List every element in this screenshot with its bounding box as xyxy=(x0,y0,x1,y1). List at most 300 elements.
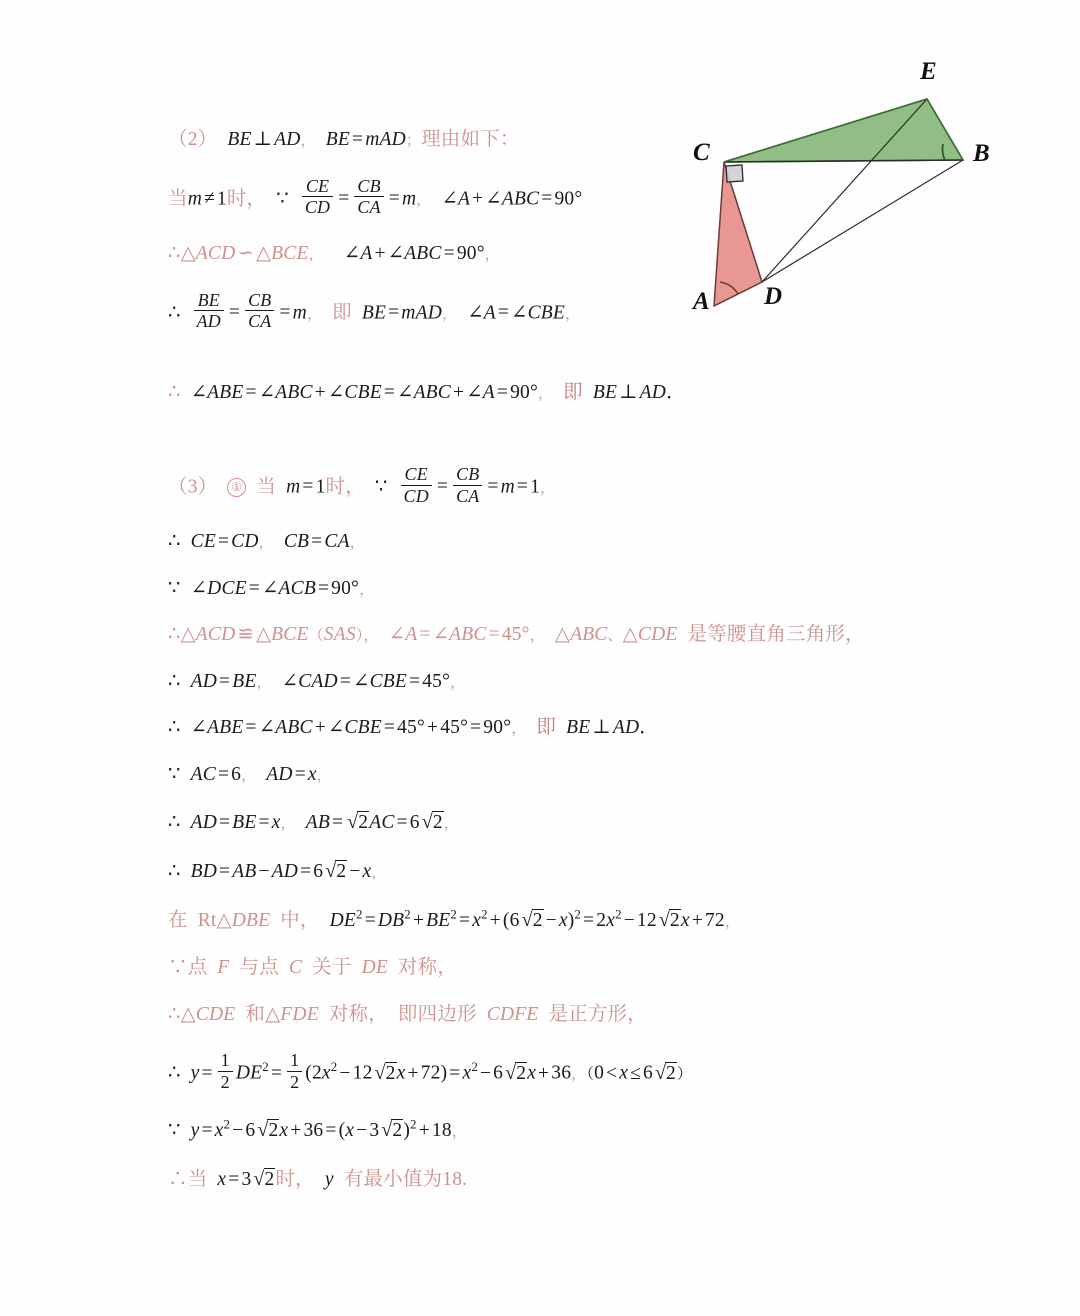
frac-denominator: CA xyxy=(354,196,383,217)
lparen: ( xyxy=(502,910,510,932)
cjk-comma: ， xyxy=(443,814,459,833)
angle-cbe-3: ∠CBE xyxy=(353,670,407,692)
cjk-comma: ， xyxy=(363,626,379,645)
equals-7: = xyxy=(279,302,291,324)
var-x-4: x xyxy=(472,910,482,932)
cn-when-3: 当 xyxy=(187,1168,208,1190)
because-symbol: ∵ xyxy=(276,188,289,209)
angle-a-5: ∠A xyxy=(388,624,418,646)
cn-has-min-value: 有最小值为 xyxy=(343,1168,443,1190)
equals-16: = xyxy=(516,476,529,498)
triangle-cde: △CDE xyxy=(622,624,678,646)
perp-symbol-3: ⊥ xyxy=(592,717,611,739)
radicand: 2 xyxy=(392,1119,403,1141)
exponent-2: 2 xyxy=(404,907,411,922)
plus-1: + xyxy=(472,188,484,209)
angle-symbol: ∠ xyxy=(190,717,208,739)
label-rt: Rt xyxy=(197,910,217,932)
seg-cd: CD xyxy=(231,531,259,553)
angle-symbol: ∠ xyxy=(327,717,345,739)
equals: = xyxy=(449,1062,461,1084)
radicand: 2 xyxy=(385,1062,396,1084)
value-90deg: 90° xyxy=(554,188,583,209)
radical-sign: √ xyxy=(658,909,670,932)
radicand: 2 xyxy=(336,861,347,883)
angle-a: ∠A xyxy=(441,188,471,209)
coeff-three: 3 xyxy=(369,1119,380,1141)
equals-10: = xyxy=(245,382,257,404)
radical-sign: √ xyxy=(521,909,533,932)
token-mad: mAD xyxy=(365,129,406,150)
frac-denominator: 2 xyxy=(218,1071,233,1092)
exponent-2: 2 xyxy=(410,1117,417,1132)
coeff-six: 6 xyxy=(409,812,420,834)
value-six: 6 xyxy=(231,763,242,785)
cjk-lparen: （ xyxy=(308,626,324,645)
num-one-3: 1 xyxy=(530,476,541,498)
part3-line-6 xyxy=(168,718,888,738)
var-x-10: x xyxy=(462,1062,472,1084)
cn-point: 点 xyxy=(187,957,208,979)
angle-a-4: ∠A xyxy=(466,382,495,404)
similar-symbol: ∽ xyxy=(237,243,254,265)
angle-abc-6: ∠ABC xyxy=(258,717,313,739)
fraction-one-half xyxy=(218,1051,233,1092)
var-x-14: x xyxy=(279,1119,289,1141)
angle-abc-4: ∠ABC xyxy=(397,382,451,404)
angle-cbe-2: ∠CBE xyxy=(327,382,382,404)
sqrt-2 xyxy=(345,811,369,833)
angle-symbol: ∠ xyxy=(258,717,276,739)
seg-be: BE xyxy=(232,670,257,692)
radical-sign: √ xyxy=(253,1167,265,1190)
cjk-period: ． xyxy=(666,382,686,404)
equals-14: = xyxy=(436,476,449,498)
num-one: 1 xyxy=(216,188,227,209)
sqrt-2-b xyxy=(420,811,444,833)
radicand: 2 xyxy=(532,910,543,932)
value-45deg-3: 45° xyxy=(397,717,425,739)
vertex-label-E: E xyxy=(920,58,937,85)
angle-abe-2: ∠ABE xyxy=(190,717,244,739)
angle-symbol: ∠ xyxy=(353,670,370,692)
plus: + xyxy=(418,1119,430,1141)
seg-de-2: DE xyxy=(361,957,388,979)
frac-denominator: AD xyxy=(194,310,224,331)
sqrt-2-f xyxy=(373,1062,397,1084)
var-x-16: x xyxy=(217,1168,227,1190)
frac-denominator: CA xyxy=(453,485,482,506)
equals-4: = xyxy=(541,188,553,209)
num-one-2: 1 xyxy=(315,476,326,498)
green-triangle-CEB xyxy=(724,99,963,162)
part3-line-11 xyxy=(168,958,888,978)
therefore-symbol-4: ∴ xyxy=(168,531,181,553)
therefore-symbol-12: ∴ xyxy=(168,1168,188,1190)
radical-sign: √ xyxy=(257,1118,269,1141)
var-y-3: y xyxy=(324,1168,334,1190)
radicand: 2 xyxy=(669,910,680,932)
vertex-label-D: D xyxy=(764,283,783,310)
seg-ad-4: AD xyxy=(190,812,218,834)
exponent-2: 2 xyxy=(574,907,582,922)
cn-isosceles-right-triangle: 是等腰直角三角形， xyxy=(687,624,865,646)
exponent-2: 2 xyxy=(450,907,458,922)
cn-shi: 时， xyxy=(226,188,267,209)
token-be-4: BE xyxy=(592,382,618,404)
cjk-comma: ， xyxy=(450,672,466,691)
lparen: ( xyxy=(338,1119,346,1141)
minus: − xyxy=(349,861,361,883)
cjk-comma: ， xyxy=(537,384,554,403)
equals: = xyxy=(339,670,352,692)
var-m-5: m xyxy=(500,476,515,498)
value-90deg-3: 90° xyxy=(510,382,538,404)
exponent-2: 2 xyxy=(356,907,363,922)
cn-in: 在 xyxy=(168,910,188,932)
frac-denominator: CD xyxy=(401,485,432,506)
frac-numerator: CE xyxy=(404,463,428,484)
var-y-2: y xyxy=(190,1119,200,1141)
radicand: 2 xyxy=(432,812,443,834)
radicand: 2 xyxy=(666,1062,676,1084)
plus-2: + xyxy=(374,243,386,265)
vertex-label-A: A xyxy=(693,288,710,315)
radical-sign: √ xyxy=(505,1061,517,1084)
rparen: ) xyxy=(403,1119,411,1141)
triangle-dbe: △DBE xyxy=(216,910,271,932)
equals: = xyxy=(325,1119,337,1141)
equals: = xyxy=(419,624,431,646)
coeff-twelve: 12 xyxy=(636,910,657,932)
equals-13: = xyxy=(302,476,314,498)
cjk-enum-comma: 、 xyxy=(607,626,623,645)
var-m: m xyxy=(187,188,202,209)
var-x-15: x xyxy=(345,1119,355,1141)
value-90deg: 90° xyxy=(331,577,360,599)
because-symbol-2: ∵ xyxy=(374,476,388,498)
equals: = xyxy=(201,1119,213,1141)
seg-db: DB xyxy=(377,910,405,932)
var-x-8: x xyxy=(321,1062,331,1084)
angle-symbol: ∠ xyxy=(190,577,208,599)
equals-1: = xyxy=(351,129,364,150)
equals: = xyxy=(488,624,500,646)
part3-line-3 xyxy=(168,579,888,599)
plus: + xyxy=(407,1062,419,1084)
angle-symbol: ∠ xyxy=(388,624,406,646)
therefore-symbol-11: ∴ xyxy=(168,1062,181,1084)
triangle-acd-2: △ACD xyxy=(180,624,236,646)
var-x-9: x xyxy=(396,1062,406,1084)
triangle-abc: △ABC xyxy=(554,624,608,646)
cn-zhong: 中， xyxy=(280,910,320,932)
part3-line-4 xyxy=(168,625,888,645)
plus: + xyxy=(489,910,501,932)
cjk-comma: ， xyxy=(416,190,432,208)
cn-point-2: 点 xyxy=(259,957,279,979)
seg-cb: CB xyxy=(283,531,310,553)
cjk-rparen-2: ） xyxy=(677,1064,693,1083)
token-ad: AD xyxy=(274,129,301,150)
radical-sign: √ xyxy=(374,1061,386,1084)
plus: + xyxy=(426,717,439,739)
token-ad-2: AD xyxy=(639,382,667,404)
angle-a-2: ∠A xyxy=(343,243,373,265)
cjk-comma: ， xyxy=(306,304,323,323)
plus: + xyxy=(538,1062,550,1084)
cjk-semicolon: ； xyxy=(405,131,422,149)
equals: = xyxy=(201,1062,213,1084)
point-c: C xyxy=(288,957,303,979)
part3-line-2 xyxy=(168,532,888,552)
token-be: BE xyxy=(227,129,252,150)
exponent-2: 2 xyxy=(223,1117,231,1132)
seg-ad-5: AD xyxy=(271,861,299,883)
equals: = xyxy=(217,763,230,785)
triangle-acd: △ACD xyxy=(180,243,236,265)
part3-line-13 xyxy=(168,1051,888,1092)
frac-numerator: CB xyxy=(248,289,272,310)
equals: = xyxy=(258,812,270,834)
cjk-comma: ， xyxy=(571,1064,587,1083)
equals-3: = xyxy=(388,188,400,209)
equals: = xyxy=(383,717,396,739)
equals-5: = xyxy=(443,243,455,265)
minus: − xyxy=(339,1062,351,1084)
cjk-comma: ， xyxy=(241,765,257,784)
segment-DB xyxy=(762,160,963,282)
perp-symbol: ⊥ xyxy=(253,129,273,150)
frac-denominator: CA xyxy=(245,310,274,331)
var-x-12: x xyxy=(619,1062,629,1084)
frac-numerator: 1 xyxy=(290,1050,300,1071)
radicand: 2 xyxy=(264,1168,275,1190)
part2-label: （2） xyxy=(168,129,218,150)
radicand: 2 xyxy=(358,812,369,834)
minus: − xyxy=(356,1119,368,1141)
equals: = xyxy=(228,1168,240,1190)
var-x-7: x xyxy=(680,910,690,932)
cn-shi-3: 时， xyxy=(275,1168,315,1190)
part2-conclusion xyxy=(168,383,888,403)
minus: − xyxy=(479,1062,492,1084)
angle-abe: ∠ABE xyxy=(190,382,244,404)
fraction-ce-cd xyxy=(302,177,333,218)
coeff-six-5: 6 xyxy=(642,1062,653,1084)
equals: = xyxy=(219,861,231,883)
cjk-comma: ， xyxy=(300,131,316,149)
value-45deg-2: 45° xyxy=(422,670,451,692)
frac-numerator: 1 xyxy=(220,1050,230,1071)
equals-9: = xyxy=(497,302,510,324)
reason-intro: 理由如下： xyxy=(421,129,520,150)
cjk-comma: ， xyxy=(308,245,324,264)
therefore-symbol: ∴ xyxy=(168,243,181,265)
equals-8: = xyxy=(388,302,400,324)
therefore-symbol-8: ∴ xyxy=(168,812,181,834)
part3-line-15-conclusion xyxy=(168,1168,888,1190)
plus: + xyxy=(691,910,703,932)
sqrt-2-c xyxy=(323,860,347,882)
cn-he: 和 xyxy=(245,1003,266,1025)
token-be-3: BE xyxy=(361,302,387,324)
coeff-six-3: 6 xyxy=(509,910,520,932)
period: . xyxy=(462,1168,468,1190)
cn-ji-quad: 即四边形 xyxy=(397,1003,477,1025)
cn-ji-3: 即 xyxy=(536,717,557,739)
perp-symbol-2: ⊥ xyxy=(619,382,638,404)
radical-sign: √ xyxy=(421,811,433,834)
equals: = xyxy=(294,763,306,785)
not-equal: ≠ xyxy=(204,188,215,209)
cjk-period: ． xyxy=(639,717,659,739)
circled-numeral-one: ① xyxy=(227,478,246,497)
cn-ji-2: 即 xyxy=(563,382,583,404)
min-value-18: 18 xyxy=(442,1168,463,1190)
cjk-comma: ， xyxy=(724,912,741,931)
sqrt-2-j xyxy=(379,1119,403,1141)
part3-label: （3） xyxy=(168,476,218,498)
lparen: ( xyxy=(305,1062,312,1084)
fraction-cb-ca-2 xyxy=(245,291,274,332)
cn-yu: 与 xyxy=(239,957,260,979)
minus: − xyxy=(623,910,635,932)
seg-ce: CE xyxy=(190,531,216,553)
var-x-11: x xyxy=(527,1062,537,1084)
because-symbol-6: ∵ xyxy=(168,1119,181,1141)
exponent-2: 2 xyxy=(615,907,622,922)
coeff-two-2: 2 xyxy=(311,1062,322,1084)
frac-denominator: 2 xyxy=(287,1071,302,1092)
seg-ac-2: AC xyxy=(369,812,395,834)
cjk-rparen: ） xyxy=(355,626,364,645)
value-45deg-4: 45° xyxy=(440,717,469,739)
var-y: y xyxy=(190,1062,200,1084)
angle-a-3: ∠A xyxy=(467,302,496,324)
plus: + xyxy=(290,1119,302,1141)
vertex-label-C: C xyxy=(693,139,710,166)
frac-numerator: BE xyxy=(197,289,220,310)
equals-15: = xyxy=(487,476,499,498)
sqrt-2-h xyxy=(653,1062,677,1084)
plus: + xyxy=(314,717,326,739)
fraction-ce-cd-2 xyxy=(401,465,432,506)
congruent-symbol: ≌ xyxy=(237,624,254,646)
cjk-comma: ， xyxy=(280,814,296,833)
cn-is-square: 是正方形， xyxy=(548,1003,647,1025)
coeff-two: 2 xyxy=(596,910,607,932)
criterion-sas: SAS xyxy=(323,624,356,646)
seg-ad: AD xyxy=(190,670,218,692)
fraction-one-half-2 xyxy=(287,1051,302,1092)
part3-line-7 xyxy=(168,765,888,785)
seg-be-3: BE xyxy=(232,812,257,834)
cn-when: 当 xyxy=(168,188,188,209)
equals: = xyxy=(248,577,260,599)
radicand: 2 xyxy=(268,1119,279,1141)
seg-ad-2: AD xyxy=(612,717,640,739)
because-symbol-4: ∵ xyxy=(168,763,181,785)
because-symbol-3: ∵ xyxy=(168,577,181,599)
cjk-comma: ， xyxy=(258,533,274,552)
angle-symbol: ∠ xyxy=(432,624,450,646)
cjk-comma: ， xyxy=(441,304,458,323)
cn-guanyu: 关于 xyxy=(312,957,352,979)
rparen: ) xyxy=(567,910,575,932)
angle-dce: ∠DCE xyxy=(190,577,247,599)
equals-6: = xyxy=(228,302,241,324)
cjk-comma: ， xyxy=(529,626,545,645)
equals: = xyxy=(459,910,471,932)
part3-line-14 xyxy=(168,1119,888,1141)
const-18: 18 xyxy=(431,1119,452,1141)
triangle-bce: △BCE xyxy=(255,243,309,265)
token-mad-2: mAD xyxy=(401,302,442,324)
therefore-symbol-9: ∴ xyxy=(168,861,181,883)
const-36: 36 xyxy=(551,1062,572,1084)
plus: + xyxy=(412,910,425,932)
therefore-symbol-6: ∴ xyxy=(168,670,181,692)
seg-be-2: BE xyxy=(566,717,591,739)
angle-acb: ∠ACB xyxy=(261,577,316,599)
angle-abc-3: ∠ABC xyxy=(258,382,313,404)
cn-when-2: 当 xyxy=(256,476,277,498)
coeff-twelve-2: 12 xyxy=(352,1062,373,1084)
radical-sign: √ xyxy=(654,1061,667,1084)
equals: = xyxy=(583,910,595,932)
sqrt-2-k xyxy=(251,1168,275,1190)
rparen: ) xyxy=(440,1062,448,1084)
radical-sign: √ xyxy=(325,860,337,883)
radical-sign: √ xyxy=(381,1118,393,1141)
cjk-comma: ， xyxy=(484,245,500,264)
right-angle-marker-at-C xyxy=(726,165,743,182)
sqrt-2-i xyxy=(255,1119,279,1141)
exponent-2: 2 xyxy=(481,907,488,922)
seg-ad-3: AD xyxy=(266,763,293,785)
var-m-3: m xyxy=(292,302,307,324)
const-72-2: 72 xyxy=(420,1062,441,1084)
cjk-comma: ， xyxy=(256,672,272,691)
part3-line-8 xyxy=(168,811,888,833)
because-symbol-5: ∵ xyxy=(168,957,188,979)
therefore-symbol-5: ∴ xyxy=(168,624,181,646)
token-be-2: BE xyxy=(325,129,350,150)
equals: = xyxy=(245,717,257,739)
const-72: 72 xyxy=(704,910,725,932)
frac-numerator: CE xyxy=(305,175,330,196)
minus: − xyxy=(258,861,270,883)
cjk-comma: ， xyxy=(316,765,332,784)
seg-ab-2: AB xyxy=(232,861,257,883)
bound-zero: 0 xyxy=(594,1062,605,1084)
fraction-be-ad xyxy=(194,291,224,332)
angle-abc: ∠ABC xyxy=(485,188,540,209)
part3-line-10 xyxy=(168,909,888,931)
part3-line-12 xyxy=(168,1005,888,1025)
sqrt-2-d xyxy=(520,909,544,931)
cjk-comma: ， xyxy=(565,304,581,323)
triangle-fde: △FDE xyxy=(265,1003,319,1025)
var-x-13: x xyxy=(214,1119,224,1141)
var-m-4: m xyxy=(286,476,301,498)
radicand: 2 xyxy=(516,1062,527,1084)
equals: = xyxy=(409,670,421,692)
plus-3: + xyxy=(314,382,326,404)
therefore-symbol-7: ∴ xyxy=(168,717,181,739)
equals-2: = xyxy=(338,188,350,209)
